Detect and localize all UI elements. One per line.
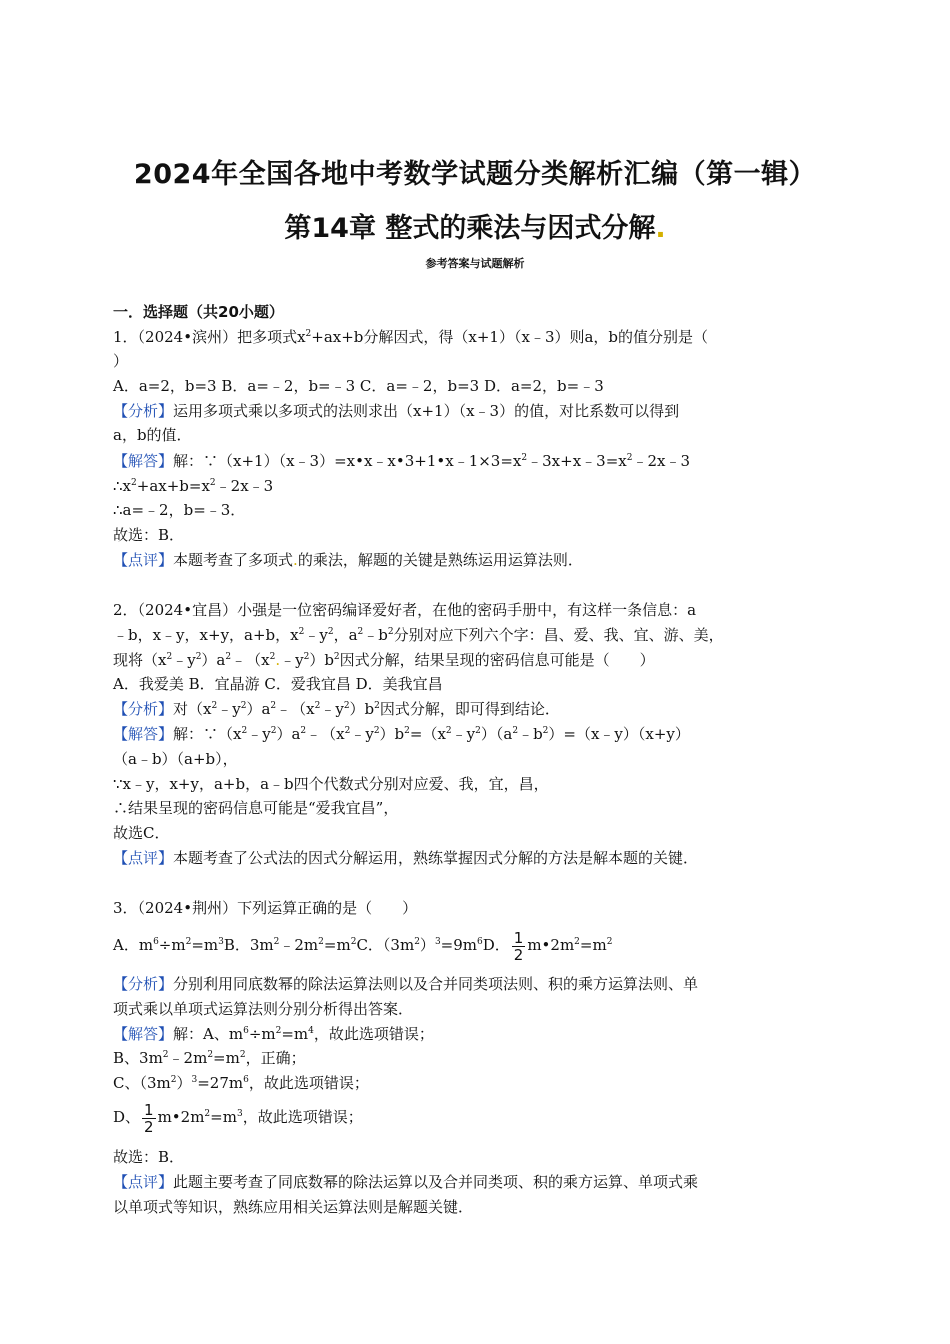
q1-stem-line1: 1．（2024•滨州）把多项式$x^2+ax+b$分解因式，得（x+1）（x﹣3）则a，b的值分别是（ [113,328,709,346]
q3-stem: 3．（2024•荆州）下列运算正确的是（ ） [113,899,418,917]
q1-options: A．a=2，b=3 B．a=﹣2，b=﹣3 C．a=﹣2，b=3 D．a=2，b=﹣3 [113,377,604,395]
answer-tag: 【解答】 [113,1025,174,1043]
analysis-tag: 【分析】 [113,402,174,420]
q1-stem-line2: ） [113,352,129,370]
q2-stem-line3: 现将$(x^2﹣y^2)a^2﹣(x^2.﹣y^2)b^2$因式分解，结果呈现的密码信息可能是（ ） [113,651,655,669]
q3-comment-line2: 以单项式等知识，熟练应用相关运算法则是解题关键． [113,1198,474,1216]
q3-answer: 【解答】解：A、$m^6\div m^2=m^4$，故此选项错误； [113,1025,434,1043]
analysis-tag: 【分析】 [113,975,174,993]
half-fraction: $\frac{1}{2}$ [513,928,524,964]
q2-analysis: 【分析】对$(x^2﹣y^2)a^2﹣(x^2﹣y^2)b^2$因式分解，即可得到结论． [113,700,560,718]
q3-analysis: 【分析】分别利用同底数幂的除法运算法则以及合并同类项法则、积的乘方运算法则、单 [113,975,699,993]
q3-answer-line2: B、$3m^2﹣2m^2=m^2$，正确； [113,1049,306,1067]
comment-tag: 【点评】 [113,1173,174,1191]
q1-analysis: 【分析】运用多项式乘以多项式的法则求出（x+1）（x﹣3）的值，对比系数可以得到 [113,402,680,420]
comment-tag: 【点评】 [113,551,174,569]
q1-answer-line3: ∴a=﹣2，b=﹣3． [113,501,246,519]
q1-comment: 【点评】本题考查了多项式.的乘法，解题的关键是熟练运用运算法则． [113,551,583,569]
document-title: 2024年全国各地中考数学试题分类解析汇编（第一辑） [133,159,817,190]
document-subtitle: 参考答案与试题解析 [425,257,525,270]
q1-analysis-line2: a，b的值． [113,426,192,444]
answer-tag: 【解答】 [113,452,174,470]
q3-choice: 故选：B． [113,1148,185,1166]
q2-answer-line3: ∵x﹣y，x+y，a+b，a﹣b四个代数式分别对应爱、我，宜，昌， [113,775,549,793]
answer-tag: 【解答】 [113,725,174,743]
comment-tag: 【点评】 [113,849,174,867]
q2-stem-line2: ﹣b，x﹣y，x+y，a+b，$x^2﹣y^2$，$a^2﹣b^2$分别对应下列六个字：昌、爱、我、宜、游、美， [113,626,724,644]
q3-answer-line4: D、 $\frac{1}{2}$ $m•2m^2=m^3$，故此选项错误； [113,1100,363,1136]
q2-comment: 【点评】本题考查了公式法的因式分解运用，熟练掌握因式分解的方法是解本题的关键． [113,849,699,867]
section-heading: 一．选择题（共20小题） [113,303,284,321]
analysis-tag: 【分析】 [113,700,174,718]
q1-answer: 【解答】解：$\because(x+1)(x﹣3)=x•x﹣x•3+1•x﹣1\times 3=x^2﹣3x+x﹣3=x^2﹣2x﹣3$ [113,452,691,470]
q2-options: A．我爱美 B．宜晶游 C．爱我宜昌 D．美我宜昌 [113,675,443,693]
q1-choice: 故选：B． [113,526,185,544]
q3-answer-line3: C、$(3m^2)^3=27m^6$，故此选项错误； [113,1074,369,1092]
q3-analysis-line2: 项式乘以单项式运算法则分别分析得出答案． [113,1000,414,1018]
q2-answer-line4: ∴结果呈现的密码信息可能是“爱我宜昌”， [113,799,399,817]
q2-choice: 故选C． [113,824,170,842]
chapter-title: 第14章 整式的乘法与因式分解. [284,213,666,244]
q2-answer: 【解答】解：$\because(x^2﹣y^2)a^2﹣(x^2﹣y^2)b^2=(x^2﹣y^2)(a^2﹣b^2)=(x﹣y)(x+y)$ [113,725,690,743]
q3-comment: 【点评】此题主要考查了同底数幂的除法运算以及合并同类项、积的乘方运算、单项式乘 [113,1173,699,1191]
q3-options: A．$m^6\div m^2=m^3B$．$3m^2﹣2m^2=m^2C$．$(3m^2)^3=9m^6D$． $\frac{1}{2}$ $m•2m^2=m^2$ [113,928,613,964]
q1-answer-line2: $\therefore x^2+ax+b=x^2﹣2x﹣3$ [113,477,274,495]
q2-answer-line2: （a﹣b）（a+b）， [113,750,238,768]
title-mark: . [655,213,666,244]
half-fraction: $\frac{1}{2}$ [144,1100,154,1136]
q2-stem-line1: 2．（2024•宜昌）小强是一位密码编译爱好者，在他的密码手册中，有这样一条信息：a [113,601,697,619]
